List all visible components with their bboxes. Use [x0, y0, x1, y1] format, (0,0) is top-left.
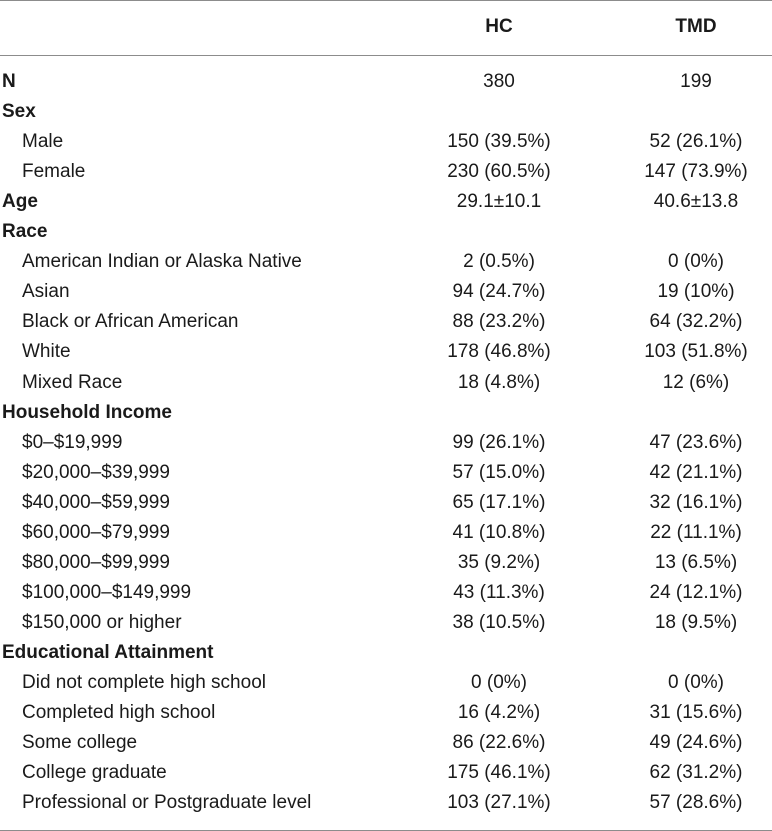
row-label: Some college [22, 732, 138, 754]
row-label: American Indian or Alaska Native [22, 251, 302, 273]
cell-hc: 380 [483, 71, 515, 92]
row-label: White [22, 341, 71, 363]
row-label: Did not complete high school [22, 672, 266, 693]
cell-hc: 16 (4.2%) [457, 702, 541, 724]
row-label: Age [2, 191, 38, 213]
cell-hc: 99 (26.1%) [452, 431, 546, 453]
table-row [0, 127, 772, 157]
section-row [0, 398, 772, 428]
table-row [0, 698, 772, 728]
cell-tmd: 52 (26.1%) [649, 131, 743, 153]
cell-hc: 35 (9.2%) [457, 551, 541, 573]
cell-hc: 41 (10.8%) [452, 521, 546, 543]
top-rule [0, 0, 772, 1]
cell-hc: 103 (27.1%) [447, 792, 551, 814]
cell-tmd: 31 (15.6%) [649, 702, 743, 724]
table-row [0, 277, 772, 307]
cell-tmd: 0 (0%) [668, 672, 724, 693]
row-label: $0–$19,999 [22, 431, 123, 453]
table-row [0, 518, 772, 548]
cell-tmd: 62 (31.2%) [649, 762, 743, 784]
table-row [0, 187, 772, 217]
row-label: Asian [22, 281, 70, 303]
row-label: Mixed Race [22, 371, 123, 393]
cell-hc: 178 (46.8%) [447, 341, 551, 363]
cell-hc: 150 (39.5%) [447, 131, 551, 153]
table-row [0, 758, 772, 788]
table-row [0, 608, 772, 638]
table-row [0, 488, 772, 518]
section-label: Race [2, 221, 48, 243]
table-row [0, 548, 772, 578]
table-row [0, 307, 772, 337]
cell-tmd: 0 (0%) [668, 251, 724, 273]
cell-tmd: 42 (21.1%) [649, 461, 743, 483]
cell-tmd: 22 (11.1%) [650, 521, 742, 543]
column-header-tmd: TMD [675, 16, 717, 37]
cell-hc: 29.1±10.1 [456, 191, 542, 213]
table-row [0, 668, 772, 698]
table-row [0, 157, 772, 187]
table-row [0, 368, 772, 398]
table-row [0, 67, 772, 97]
row-label: Male [22, 131, 64, 153]
cell-tmd: 24 (12.1%) [649, 581, 743, 603]
cell-hc: 175 (46.1%) [447, 762, 551, 784]
row-label: Completed high school [22, 702, 216, 724]
table-row [0, 788, 772, 818]
cell-tmd: 18 (9.5%) [654, 611, 738, 633]
row-label: Professional or Postgraduate level [22, 792, 312, 814]
section-row [0, 97, 772, 127]
column-header-hc: HC [485, 16, 513, 37]
section-row [0, 638, 772, 668]
cell-hc: 86 (22.6%) [452, 732, 546, 754]
header-row [0, 12, 772, 42]
section-label: Household Income [2, 401, 172, 423]
cell-hc: 57 (15.0%) [452, 461, 546, 483]
cell-tmd: 147 (73.9%) [644, 161, 748, 183]
row-label: N [2, 71, 16, 92]
row-label: $40,000–$59,999 [22, 491, 170, 513]
cell-hc: 94 (24.7%) [452, 281, 546, 303]
header-rule [0, 55, 772, 56]
row-label: $100,000–$149,999 [22, 581, 192, 603]
row-label: Female [22, 161, 86, 183]
cell-hc: 43 (11.3%) [453, 581, 545, 603]
cell-hc: 230 (60.5%) [447, 161, 551, 183]
table-row [0, 458, 772, 488]
cell-tmd: 57 (28.6%) [649, 792, 743, 814]
row-label: Black or African American [22, 311, 239, 333]
section-label: Educational Attainment [2, 641, 214, 663]
cell-hc: 88 (23.2%) [452, 311, 546, 333]
cell-tmd: 64 (32.2%) [649, 311, 743, 333]
cell-tmd: 199 [680, 71, 712, 92]
cell-tmd: 47 (23.6%) [649, 431, 743, 453]
table-row [0, 247, 772, 277]
row-label: $150,000 or higher [22, 611, 182, 633]
cell-tmd: 49 (24.6%) [649, 732, 743, 754]
cell-hc: 18 (4.8%) [457, 371, 541, 393]
cell-hc: 65 (17.1%) [452, 491, 546, 513]
row-label: College graduate [22, 762, 167, 784]
table-row [0, 728, 772, 758]
table-row [0, 428, 772, 458]
section-row [0, 217, 772, 247]
cell-tmd: 40.6±13.8 [653, 191, 739, 213]
cell-tmd: 103 (51.8%) [644, 341, 748, 363]
table-row [0, 578, 772, 608]
cell-tmd: 32 (16.1%) [649, 491, 743, 513]
table-row [0, 337, 772, 367]
cell-hc: 2 (0.5%) [463, 251, 535, 273]
section-label: Sex [2, 101, 36, 123]
cell-hc: 0 (0%) [471, 672, 527, 693]
cell-tmd: 12 (6%) [662, 371, 730, 393]
cell-tmd: 13 (6.5%) [654, 551, 738, 573]
row-label: $60,000–$79,999 [22, 521, 170, 543]
cell-tmd: 19 (10%) [657, 281, 735, 303]
cell-hc: 38 (10.5%) [452, 611, 546, 633]
row-label: $80,000–$99,999 [22, 551, 170, 573]
row-label: $20,000–$39,999 [22, 461, 170, 483]
